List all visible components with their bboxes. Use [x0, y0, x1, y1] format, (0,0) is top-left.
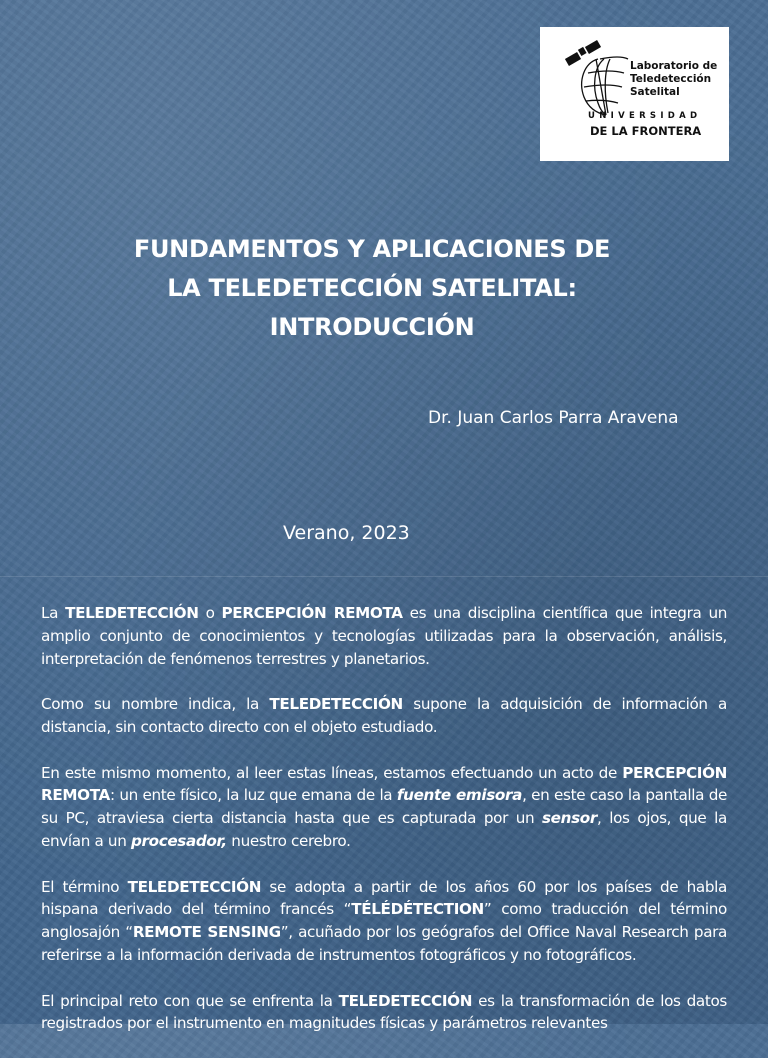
paragraph: La TELEDETECCIÓN o PERCEPCIÓN REMOTA es una disciplina científica que integra un amplio conjunto de conocimientos y tecnologías utilizadas para la observación, análisis, interpretación de fenómenos terrestres y planetarios. — [41, 604, 727, 668]
slide-date: Verano, 2023 — [283, 522, 410, 544]
frontera-label: DE LA FRONTERA — [590, 124, 702, 138]
author-name: Dr. Juan Carlos Parra Aravena — [428, 408, 679, 428]
paragraph: Como su nombre indica, la TELEDETECCIÓN supone la adquisición de información a distancia, sin contacto directo con el objeto estudiado. — [41, 695, 727, 736]
notes-text — [41, 602, 727, 1058]
university-logo — [540, 27, 729, 161]
satellite-globe-icon — [560, 37, 632, 119]
paragraph: El principal reto con que se enfrenta la TELEDETECCIÓN es la transformación de los datos registrados por el instrumento en magnitudes físicas y parámetros relevantes — [41, 991, 727, 1033]
paragraph: El término TELEDETECCIÓN se adopta a partir de los años 60 por los países de habla hispana derivado del término francés “TÉLÉDÉTECTION” como traducción del término anglosajón “REMOTE SENSING”, acuñado por los geógrafos del Office Naval Research para referirse a la información derivada de instrumentos fotográficos y no fotográficos. — [41, 877, 728, 964]
lab-name: Laboratorio de Teledetección Satelital — [630, 60, 718, 98]
section-divider — [0, 576, 768, 577]
paragraph: En este mismo momento, al leer estas líneas, estamos efectuando un acto de PERCEPCIÓN REMOTA: un ente físico, la luz que emana de la fuente emisora, en este caso la pantalla de su PC, atraviesa cierta distancia hasta que es capturada por un sensor, los ojos, que la envían a un procesador, nuestro cerebro. — [41, 763, 728, 850]
universidad-label: UNIVERSIDAD — [588, 111, 702, 121]
slide-title: FUNDAMENTOS Y APLICACIONES DE LA TELEDETECCIÓN SATELITAL: INTRODUCCIÓN — [133, 235, 611, 341]
